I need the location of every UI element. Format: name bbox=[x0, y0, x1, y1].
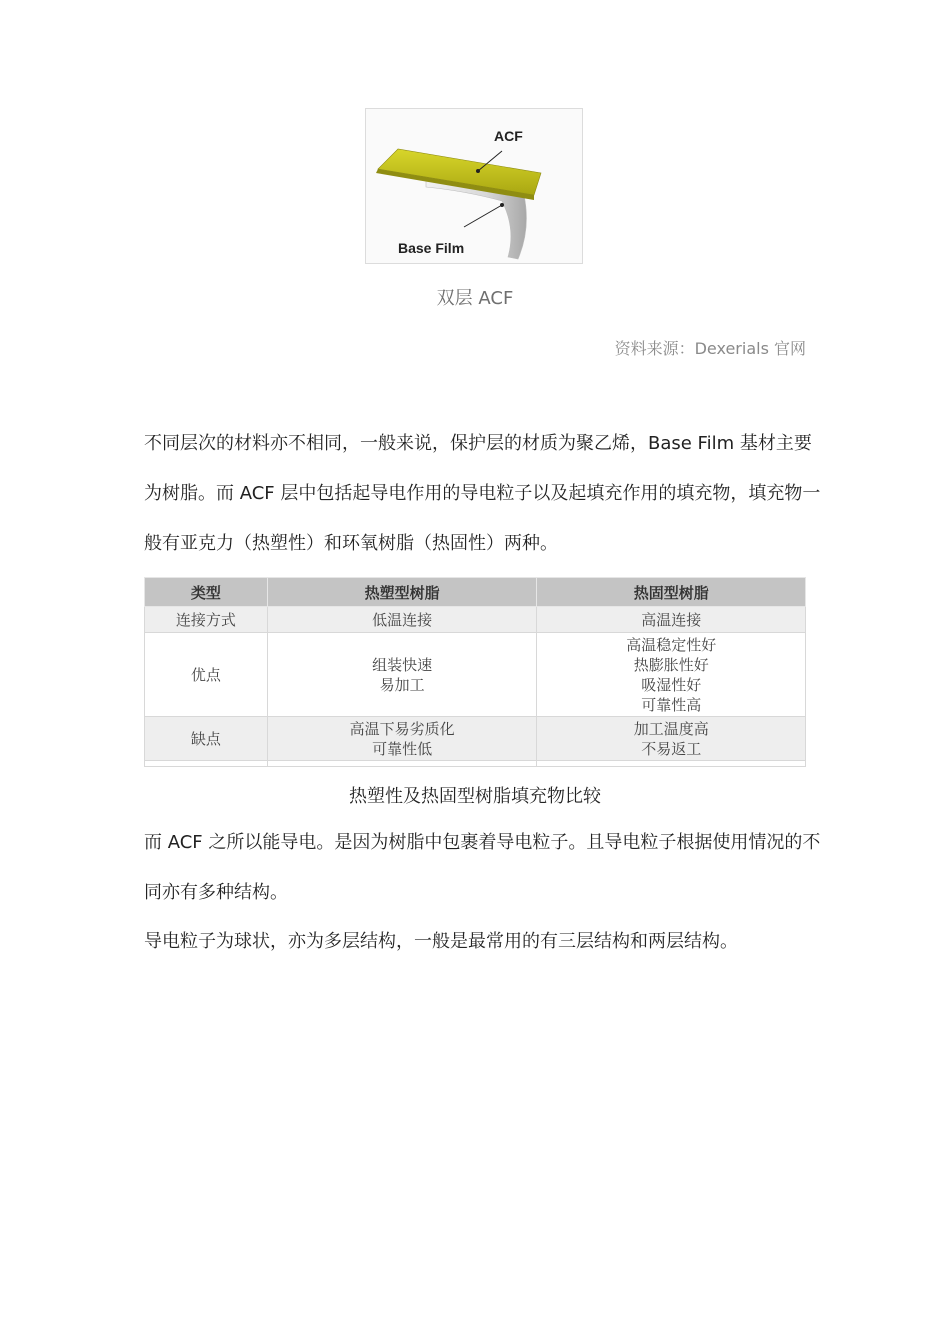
spacer-cell bbox=[145, 761, 268, 767]
table-caption: 热塑性及热固型树脂填充物比较 bbox=[349, 786, 601, 807]
acf-label: ACF bbox=[494, 128, 523, 144]
cell bbox=[267, 607, 537, 633]
paragraph-layers: 不同层次的材料亦不相同，一般来说，保护层的材质为聚乙烯，Base Film 基材主要为树脂。而 ACF 层中包括起导电作用的导电粒子以及起填充作用的填充物，填充物一般有亚克力（热塑性）和环氧树脂（热固性）两种。 bbox=[144, 433, 821, 554]
spacer-cell bbox=[267, 761, 537, 767]
cell-line: 高温下易劣质化 bbox=[349, 719, 455, 738]
table-header-row bbox=[145, 578, 806, 607]
cell-line: 易加工 bbox=[379, 675, 425, 694]
row-label-connection: 连接方式 bbox=[145, 607, 268, 633]
table-header-type: 类型 bbox=[145, 578, 268, 607]
cell-line: 不易返工 bbox=[641, 739, 702, 758]
cell-line: 可靠性高 bbox=[641, 695, 702, 714]
comparison-table bbox=[144, 577, 806, 767]
acf-leader-dot bbox=[476, 169, 480, 173]
cell-line: 加工温度高 bbox=[633, 719, 709, 738]
base-film-leader-line bbox=[464, 205, 502, 227]
table-header-thermoset: 热固型树脂 bbox=[537, 578, 806, 607]
table-row bbox=[145, 717, 806, 761]
cell-line: 热膨胀性好 bbox=[633, 655, 709, 674]
row-label-advantages: 优点 bbox=[145, 633, 268, 717]
cell bbox=[537, 633, 806, 717]
base-film-label: Base Film bbox=[398, 240, 465, 256]
paragraph-conductivity: 而 ACF 之所以能导电。是因为树脂中包裹着导电粒子。且导电粒子根据使用情况的不同亦有多种结构。 bbox=[144, 832, 821, 903]
cell bbox=[267, 633, 537, 717]
cell bbox=[537, 717, 806, 761]
cell-line: 可靠性低 bbox=[372, 739, 433, 758]
table-row-spacer bbox=[145, 761, 806, 767]
cell-line: 低温连接 bbox=[372, 610, 433, 629]
cell-line: 组装快速 bbox=[372, 655, 433, 674]
double-layer-acf-illustration bbox=[366, 109, 582, 263]
cell-line: 高温稳定性好 bbox=[626, 635, 717, 654]
acf-figure bbox=[365, 108, 583, 264]
paragraph-particle-structure: 导电粒子为球状，亦为多层结构，一般是最常用的有三层结构和两层结构。 bbox=[144, 931, 738, 952]
spacer-cell bbox=[537, 761, 806, 767]
figure-caption: 双层 ACF bbox=[436, 288, 514, 309]
row-label-disadvantages: 缺点 bbox=[145, 717, 268, 761]
table-row bbox=[145, 633, 806, 717]
cell-line: 吸湿性好 bbox=[641, 675, 702, 694]
source-note: 资料来源：Dexerials 官网 bbox=[614, 339, 806, 358]
table-row bbox=[145, 607, 806, 633]
table-header-thermoplastic: 热塑型树脂 bbox=[267, 578, 537, 607]
cell bbox=[537, 607, 806, 633]
cell-line: 高温连接 bbox=[641, 610, 702, 629]
cell bbox=[267, 717, 537, 761]
base-film-leader-dot bbox=[500, 203, 504, 207]
